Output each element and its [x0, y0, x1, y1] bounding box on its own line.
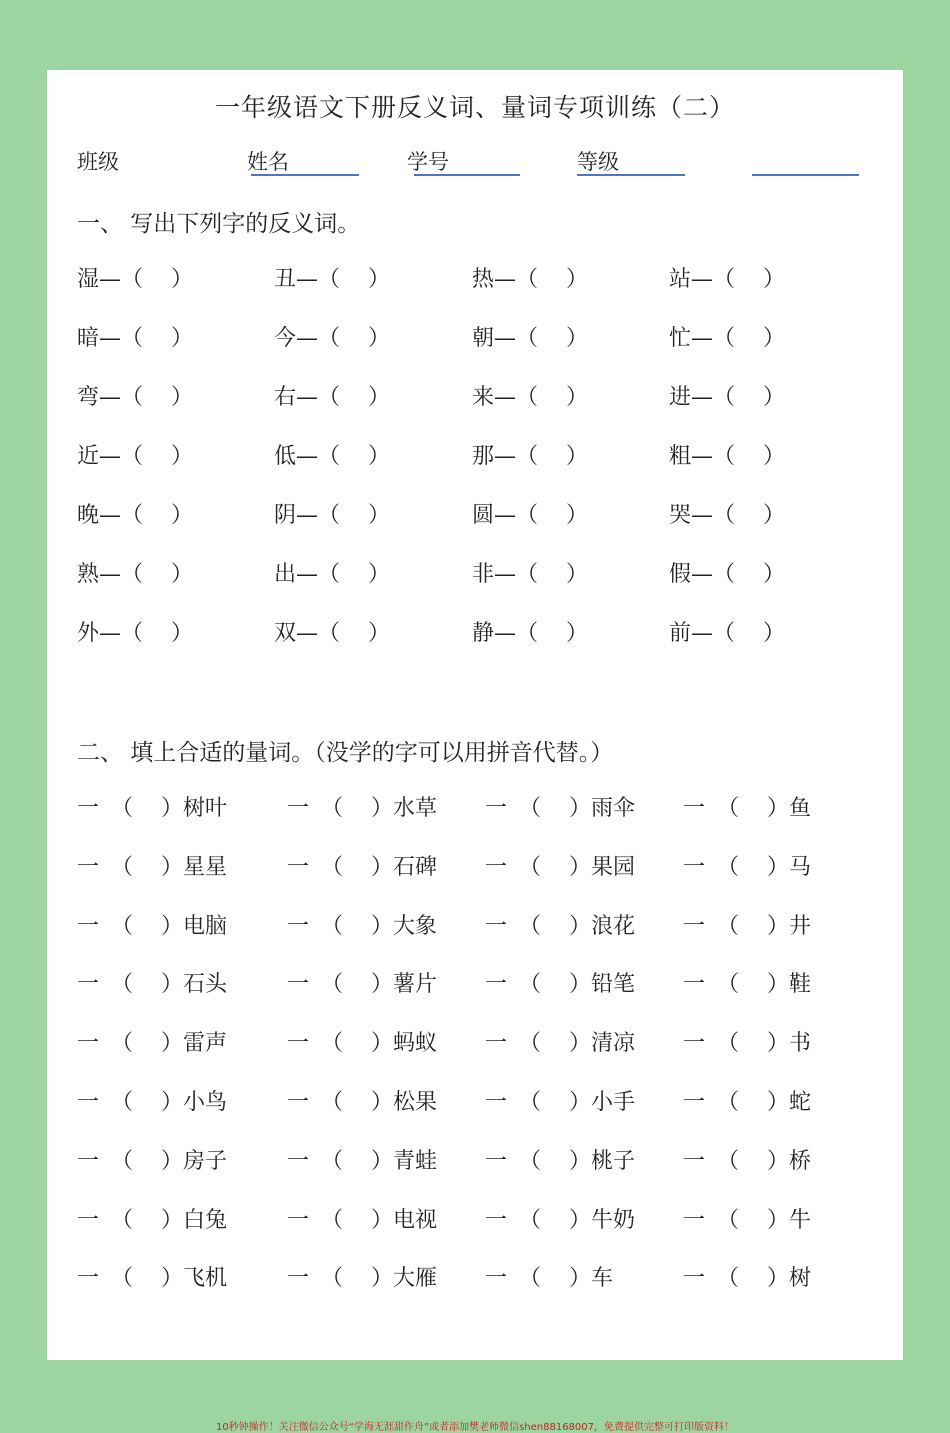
antonym-item[interactable]: 哭—（ ）: [669, 503, 785, 528]
noun-label: 小鸟: [183, 1090, 228, 1115]
numeral-one: 一: [485, 913, 508, 939]
antonym-item[interactable]: 忙—（ ）: [669, 326, 785, 351]
measure-word-item: [287, 1261, 437, 1292]
numeral-one: 一: [287, 1031, 310, 1057]
worksheet: [47, 70, 903, 1360]
numeral-one: 一: [77, 1031, 100, 1057]
noun-label: 水草: [393, 796, 438, 821]
noun-label: 大象: [393, 913, 438, 939]
measure-word-row: [47, 909, 903, 949]
noun-label: 马: [789, 854, 812, 880]
antonym-item[interactable]: 湿—（ ）: [77, 267, 193, 292]
answer-blank[interactable]: （ ）: [111, 972, 183, 998]
answer-blank[interactable]: （ ）: [321, 796, 393, 821]
answer-blank[interactable]: （ ）: [111, 796, 183, 821]
measure-word-item: [683, 1085, 811, 1116]
noun-label: 牛奶: [591, 1207, 636, 1233]
antonym-row: [47, 321, 903, 361]
noun-label: 雷声: [183, 1031, 228, 1057]
antonym-item[interactable]: 那—（ ）: [472, 444, 588, 469]
noun-label: 浪花: [591, 913, 636, 939]
measure-word-item: [287, 1085, 437, 1116]
noun-label: 桃子: [591, 1148, 636, 1174]
answer-blank[interactable]: （ ）: [717, 796, 789, 821]
antonym-item[interactable]: 进—（ ）: [669, 385, 785, 410]
measure-word-row: [47, 1085, 903, 1125]
noun-label: 清凉: [591, 1031, 636, 1057]
numeral-one: 一: [485, 854, 508, 880]
antonym-item[interactable]: 朝—（ ）: [472, 326, 588, 351]
antonym-item[interactable]: 暗—（ ）: [77, 326, 193, 351]
numeral-one: 一: [287, 1266, 310, 1292]
numeral-one: 一: [287, 972, 310, 998]
measure-word-item: [77, 1026, 227, 1057]
antonym-row: [47, 498, 903, 538]
noun-label: 石碑: [393, 854, 438, 880]
measure-word-item: [485, 967, 635, 998]
answer-blank[interactable]: （ ）: [717, 1207, 789, 1233]
noun-label: 雨伞: [591, 796, 636, 821]
measure-word-item: [77, 909, 227, 940]
numeral-one: 一: [683, 1031, 706, 1057]
measure-word-item: [77, 1085, 227, 1116]
measure-word-row: [47, 1026, 903, 1066]
measure-word-item: [683, 1261, 811, 1292]
answer-blank[interactable]: （ ）: [519, 972, 591, 998]
student-number-field[interactable]: [414, 174, 520, 176]
answer-blank[interactable]: （ ）: [717, 854, 789, 880]
answer-blank[interactable]: （ ）: [519, 796, 591, 821]
page-title: 一年级语文下册反义词、量词专项训练（二）: [214, 93, 735, 122]
measure-word-item: [683, 850, 811, 881]
antonym-item[interactable]: 前—（ ）: [669, 621, 785, 646]
answer-blank[interactable]: （ ）: [321, 1207, 393, 1233]
measure-word-item: [683, 791, 811, 822]
numeral-one: 一: [683, 796, 706, 821]
antonym-row: [47, 557, 903, 597]
numeral-one: 一: [683, 972, 706, 998]
numeral-one: 一: [287, 913, 310, 939]
measure-word-item: [683, 1144, 811, 1175]
antonym-item[interactable]: 圆—（ ）: [472, 503, 588, 528]
antonym-row: [47, 262, 903, 302]
answer-blank[interactable]: （ ）: [519, 913, 591, 939]
measure-word-item: [683, 909, 811, 940]
measure-word-row: [47, 1144, 903, 1184]
antonym-row: [47, 380, 903, 420]
answer-blank[interactable]: （ ）: [321, 854, 393, 880]
noun-label: 桥: [789, 1148, 812, 1174]
footer-note: 10秒钟操作！关注微信公众号“学海无涯甜作舟”或者添加樊老师微信shen88168007，免费提供完整可打印版资料！: [215, 1422, 735, 1433]
measure-word-item: [287, 791, 437, 822]
numeral-one: 一: [485, 1266, 508, 1292]
answer-blank[interactable]: （ ）: [111, 1148, 183, 1174]
noun-label: 薯片: [393, 972, 438, 998]
answer-blank[interactable]: （ ）: [519, 1266, 591, 1292]
numeral-one: 一: [683, 854, 706, 880]
numeral-one: 一: [485, 1148, 508, 1174]
name-label: 姓名: [247, 150, 289, 174]
answer-blank[interactable]: （ ）: [111, 854, 183, 880]
measure-word-item: [287, 909, 437, 940]
numeral-one: 一: [77, 1207, 100, 1233]
noun-label: 井: [789, 913, 812, 939]
noun-label: 果园: [591, 854, 636, 880]
answer-blank[interactable]: （ ）: [111, 1266, 183, 1292]
noun-label: 车: [591, 1266, 614, 1292]
answer-blank[interactable]: （ ）: [321, 972, 393, 998]
noun-label: 树: [789, 1266, 812, 1292]
numeral-one: 一: [77, 972, 100, 998]
answer-blank[interactable]: （ ）: [717, 913, 789, 939]
numeral-one: 一: [485, 1090, 508, 1115]
answer-blank[interactable]: （ ）: [321, 913, 393, 939]
antonym-row: [47, 439, 903, 479]
measure-word-row: [47, 791, 903, 831]
antonym-item[interactable]: 非—（ ）: [472, 562, 588, 587]
answer-blank[interactable]: （ ）: [717, 1090, 789, 1115]
numeral-one: 一: [683, 1148, 706, 1174]
answer-blank[interactable]: （ ）: [519, 1207, 591, 1233]
measure-word-item: [485, 850, 635, 881]
noun-label: 电视: [393, 1207, 438, 1233]
answer-blank[interactable]: （ ）: [321, 1148, 393, 1174]
section-2-heading: 二、 填上合适的量词。（没学的字可以用拼音代替。）: [77, 740, 614, 766]
numeral-one: 一: [683, 913, 706, 939]
answer-blank[interactable]: （ ）: [111, 1207, 183, 1233]
numeral-one: 一: [77, 1148, 100, 1174]
answer-blank[interactable]: （ ）: [717, 1266, 789, 1292]
numeral-one: 一: [485, 796, 508, 821]
measure-word-row: [47, 1203, 903, 1243]
antonym-item[interactable]: 来—（ ）: [472, 385, 588, 410]
antonym-item[interactable]: 阴—（ ）: [274, 503, 390, 528]
antonym-item[interactable]: 近—（ ）: [77, 444, 193, 469]
answer-blank[interactable]: （ ）: [519, 1148, 591, 1174]
measure-word-item: [683, 967, 811, 998]
measure-word-item: [287, 1026, 437, 1057]
measure-word-item: [77, 967, 227, 998]
antonym-item[interactable]: 双—（ ）: [274, 621, 390, 646]
answer-blank[interactable]: （ ）: [321, 1090, 393, 1115]
noun-label: 鱼: [789, 796, 812, 821]
noun-label: 星星: [183, 854, 228, 880]
measure-word-item: [485, 1203, 635, 1234]
measure-word-item: [77, 850, 227, 881]
measure-word-item: [77, 1203, 227, 1234]
noun-label: 铅笔: [591, 972, 636, 998]
answer-blank[interactable]: （ ）: [717, 1148, 789, 1174]
numeral-one: 一: [77, 913, 100, 939]
antonym-item[interactable]: 出—（ ）: [274, 562, 390, 587]
answer-blank[interactable]: （ ）: [519, 854, 591, 880]
antonym-item[interactable]: 热—（ ）: [472, 267, 588, 292]
numeral-one: 一: [287, 1090, 310, 1115]
answer-blank[interactable]: （ ）: [321, 1266, 393, 1292]
measure-word-item: [77, 1261, 227, 1292]
answer-blank[interactable]: （ ）: [111, 913, 183, 939]
noun-label: 白兔: [183, 1207, 228, 1233]
section-1-heading: 一、 写出下列字的反义词。: [77, 211, 361, 237]
measure-word-item: [485, 1026, 635, 1057]
answer-blank[interactable]: （ ）: [519, 1090, 591, 1115]
measure-word-item: [287, 850, 437, 881]
measure-word-item: [485, 1144, 635, 1175]
numeral-one: 一: [485, 1207, 508, 1233]
antonym-item[interactable]: 弯—（ ）: [77, 385, 193, 410]
measure-word-item: [77, 791, 227, 822]
numeral-one: 一: [287, 854, 310, 880]
numeral-one: 一: [287, 1148, 310, 1174]
noun-label: 大雁: [393, 1266, 438, 1292]
measure-word-item: [287, 967, 437, 998]
extra-field[interactable]: [752, 174, 859, 176]
noun-label: 房子: [183, 1148, 228, 1174]
noun-label: 鞋: [789, 972, 812, 998]
antonym-item[interactable]: 熟—（ ）: [77, 562, 193, 587]
antonym-item[interactable]: 晚—（ ）: [77, 503, 193, 528]
antonym-item[interactable]: 低—（ ）: [274, 444, 390, 469]
answer-blank[interactable]: （ ）: [321, 1031, 393, 1057]
measure-word-item: [77, 1144, 227, 1175]
noun-label: 蚂蚁: [393, 1031, 438, 1057]
answer-blank[interactable]: （ ）: [717, 1031, 789, 1057]
measure-word-item: [485, 909, 635, 940]
noun-label: 松果: [393, 1090, 438, 1115]
numeral-one: 一: [287, 796, 310, 821]
class-label: 班级: [77, 150, 119, 174]
numeral-one: 一: [77, 796, 100, 821]
noun-label: 蛇: [789, 1090, 812, 1115]
measure-word-item: [287, 1203, 437, 1234]
antonym-item[interactable]: 丑—（ ）: [274, 267, 390, 292]
measure-word-item: [683, 1026, 811, 1057]
noun-label: 小手: [591, 1090, 636, 1115]
antonym-item[interactable]: 站—（ ）: [669, 267, 785, 292]
noun-label: 书: [789, 1031, 812, 1057]
answer-blank[interactable]: （ ）: [111, 1031, 183, 1057]
numeral-one: 一: [683, 1090, 706, 1115]
noun-label: 石头: [183, 972, 228, 998]
antonym-row: [47, 616, 903, 656]
antonym-item[interactable]: 静—（ ）: [472, 621, 588, 646]
numeral-one: 一: [287, 1207, 310, 1233]
noun-label: 飞机: [183, 1266, 228, 1292]
answer-blank[interactable]: （ ）: [111, 1090, 183, 1115]
answer-blank[interactable]: （ ）: [717, 972, 789, 998]
numeral-one: 一: [77, 1090, 100, 1115]
student-number-label: 学号: [407, 150, 449, 174]
antonym-item[interactable]: 外—（ ）: [77, 621, 193, 646]
measure-word-item: [683, 1203, 811, 1234]
noun-label: 树叶: [183, 796, 228, 821]
numeral-one: 一: [683, 1266, 706, 1292]
measure-word-row: [47, 850, 903, 890]
numeral-one: 一: [77, 854, 100, 880]
measure-word-item: [485, 791, 635, 822]
grade-label: 等级: [577, 150, 619, 174]
antonym-item[interactable]: 今—（ ）: [274, 326, 390, 351]
antonym-item[interactable]: 粗—（ ）: [669, 444, 785, 469]
measure-word-item: [485, 1261, 613, 1292]
measure-word-item: [485, 1085, 635, 1116]
measure-word-row: [47, 1261, 903, 1301]
antonym-item[interactable]: 右—（ ）: [274, 385, 390, 410]
noun-label: 电脑: [183, 913, 228, 939]
grade-field[interactable]: [577, 174, 685, 176]
answer-blank[interactable]: （ ）: [519, 1031, 591, 1057]
antonym-item[interactable]: 假—（ ）: [669, 562, 785, 587]
numeral-one: 一: [485, 972, 508, 998]
numeral-one: 一: [485, 1031, 508, 1057]
noun-label: 青蛙: [393, 1148, 438, 1174]
numeral-one: 一: [683, 1207, 706, 1233]
measure-word-item: [287, 1144, 437, 1175]
measure-word-row: [47, 967, 903, 1007]
name-field[interactable]: [251, 174, 359, 176]
numeral-one: 一: [77, 1266, 100, 1292]
noun-label: 牛: [789, 1207, 812, 1233]
